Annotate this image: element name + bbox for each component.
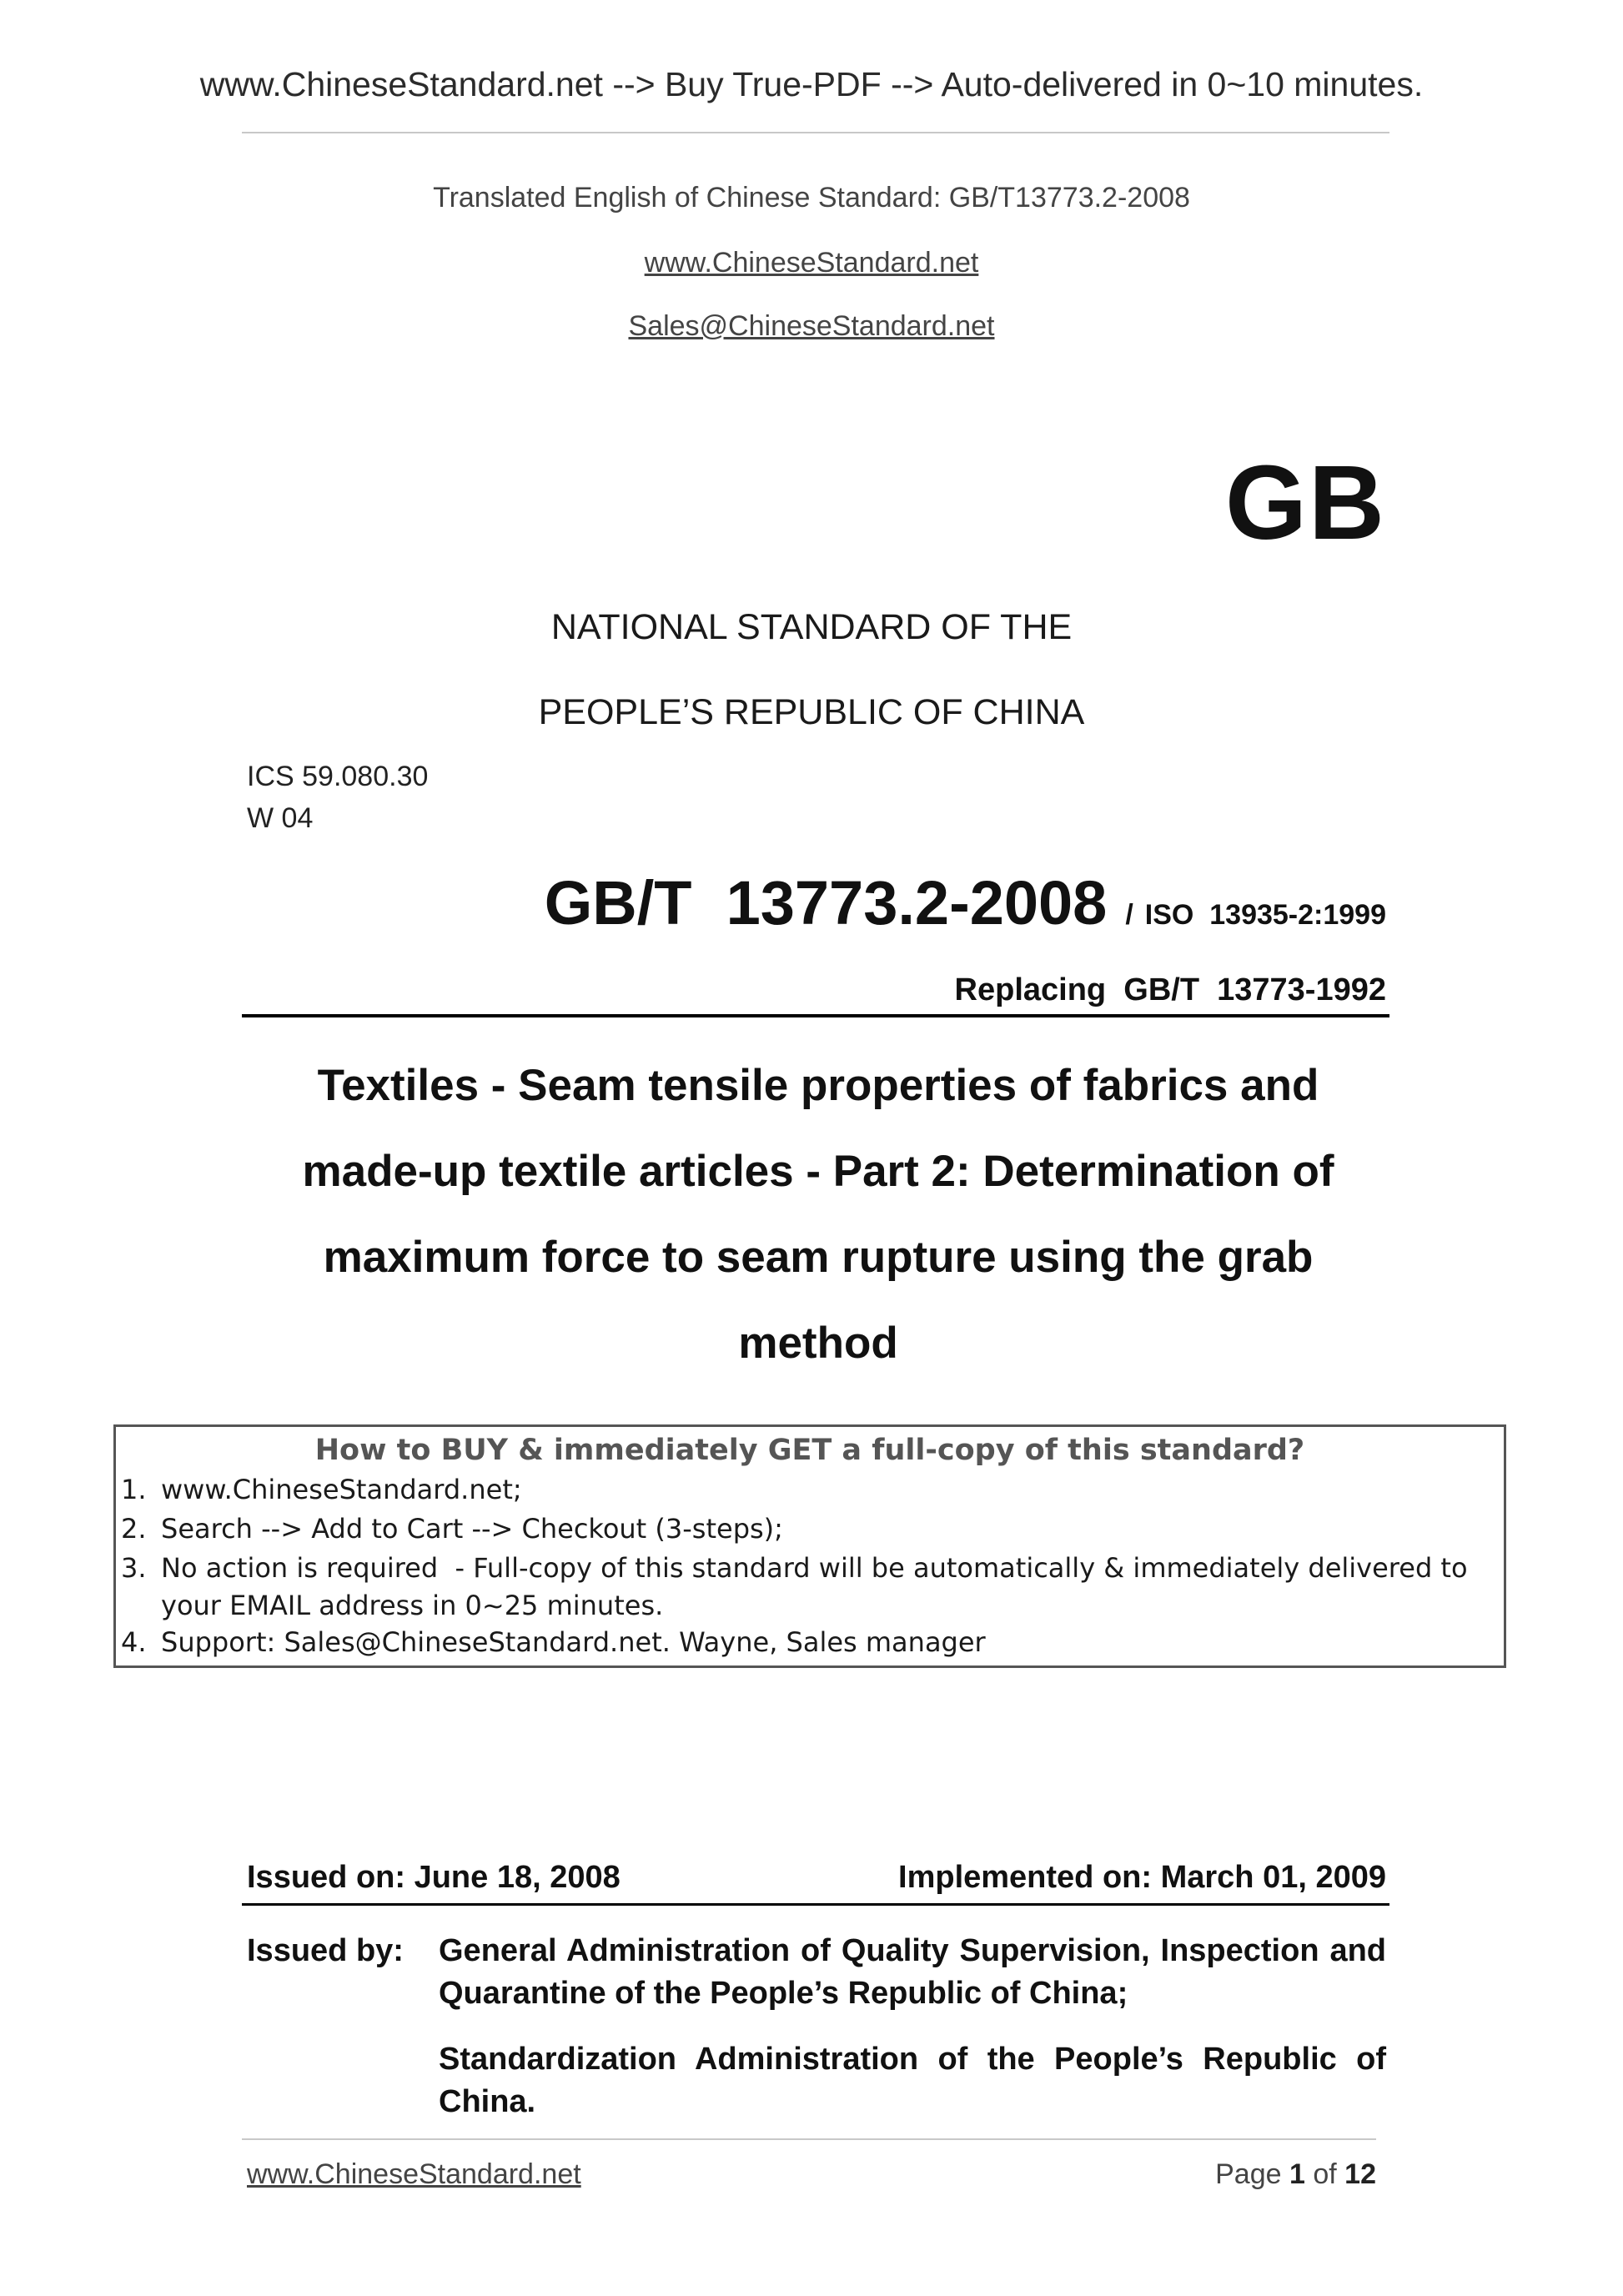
issued-by-label: Issued by:: [247, 1933, 404, 1968]
issued-on: Issued on: June 18, 2008: [247, 1860, 621, 1895]
issuer-text: Standardization Administration of the People’s Republic of China.: [439, 2042, 1386, 2119]
header-divider: [242, 132, 1389, 133]
list-item: [116, 1623, 1504, 1662]
issuers: [439, 1930, 1386, 2147]
step-number: 1.: [121, 1474, 147, 1505]
site-link[interactable]: www.ChineseStandard.net: [644, 247, 979, 279]
step-number: 2.: [121, 1513, 147, 1545]
national-standard-line1: NATIONAL STANDARD OF THE: [550, 607, 1073, 647]
standard-separator: /: [1125, 899, 1133, 931]
gb-mark: GB: [1225, 444, 1386, 561]
page-of: of: [1313, 2158, 1337, 2190]
issuer-text: General Administration of Quality Supervision, Inspection and Quarantine of the People’s Republic of China;: [439, 1933, 1386, 2011]
page-indicator: [1215, 2158, 1376, 2191]
step-text: Support: Sales@ChineseStandard.net. Wayne, Sales manager: [161, 1626, 986, 1658]
step-text: Search --> Add to Cart --> Checkout (3-steps);: [161, 1513, 783, 1545]
step-continuation: your EMAIL address in 0~25 minutes.: [161, 1590, 664, 1621]
standard-title: [247, 1042, 1389, 1386]
step-number: 3.: [121, 1552, 147, 1584]
ics-code: ICS 59.080.30: [247, 761, 429, 792]
replacing-note: Replacing GB/T 13773-1992: [954, 972, 1386, 1007]
title-line: Textiles - Seam tensile properties of fabrics and: [317, 1061, 1319, 1110]
issue-divider: [242, 1903, 1389, 1906]
footer-site-link[interactable]: www.ChineseStandard.net: [247, 2158, 581, 2190]
buy-instructions-box: [113, 1424, 1506, 1668]
standard-number: GB/T 13773.2-2008: [544, 868, 1108, 937]
title-line: maximum force to seam rupture using the grab: [323, 1233, 1314, 1282]
step-text: No action is required - Full-copy of this standard will be automatically & immediately delivered to: [161, 1552, 1468, 1584]
w-code: W 04: [247, 802, 314, 834]
implemented-on: Implemented on: March 01, 2009: [898, 1860, 1386, 1895]
buy-heading: How to BUY & immediately GET a full-copy of this standard?: [314, 1434, 1305, 1467]
step-number: 4.: [121, 1626, 147, 1658]
email-link[interactable]: Sales@ChineseStandard.net: [628, 310, 995, 342]
page-prefix: Page: [1215, 2158, 1282, 2190]
iso-equivalent: ISO 13935-2:1999: [1144, 899, 1386, 931]
top-banner: www.ChineseStandard.net --> Buy True-PDF --> Auto-delivered in 0~10 minutes.: [199, 65, 1424, 103]
title-divider: [242, 1014, 1389, 1017]
footer-divider: [242, 2138, 1376, 2140]
title-line: made-up textile articles - Part 2: Determination of: [302, 1147, 1334, 1196]
page-current: 1: [1289, 2158, 1305, 2190]
list-item: [116, 1510, 1504, 1549]
list-item: [116, 1549, 1504, 1588]
list-item: [116, 1470, 1504, 1510]
buy-steps-list: [116, 1470, 1504, 1662]
national-standard-line2: PEOPLE’S REPUBLIC OF CHINA: [538, 692, 1085, 732]
standard-number-line: [545, 867, 1386, 938]
title-line: method: [738, 1319, 898, 1368]
page-total: 12: [1344, 2158, 1376, 2190]
translated-title: Translated English of Chinese Standard: GB/T13773.2-2008: [433, 182, 1190, 214]
step-text[interactable]: www.ChineseStandard.net;: [161, 1474, 522, 1505]
